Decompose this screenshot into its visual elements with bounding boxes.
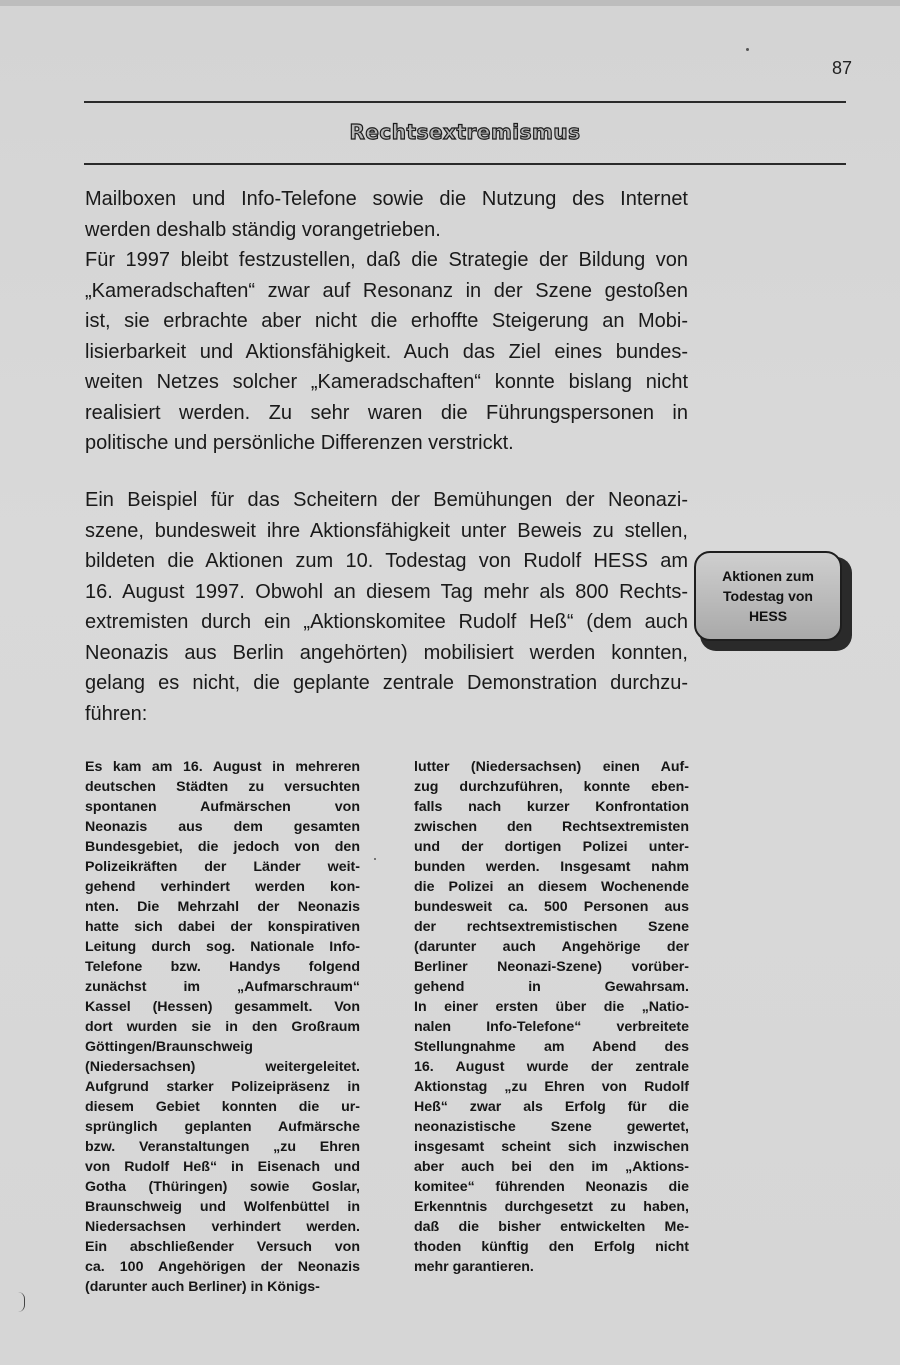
margin-note-text: Aktionen zum Todestag von HESS bbox=[722, 568, 814, 624]
quote-line: nten. Die Mehrzahl der Neonazis bbox=[85, 899, 360, 915]
text-line: realisiert werden. Zu sehr waren die Führungspersonen in bbox=[85, 401, 688, 424]
quote-line: Stellungnahme am Abend des bbox=[414, 1039, 689, 1055]
quote-line: daß die bisher entwickelten Me- bbox=[414, 1219, 689, 1235]
quote-line: bzw. Veranstaltungen „zu Ehren bbox=[85, 1139, 360, 1155]
text-line: gelang es nicht, die geplante zentrale Demonstration durchzu- bbox=[85, 672, 688, 694]
quote-line: die Polizei an diesem Wochenende bbox=[414, 879, 689, 895]
header-rule-bottom bbox=[84, 163, 846, 165]
quote-line: gehend verhindert werden kon- bbox=[85, 879, 360, 895]
quote-line: insgesamt scheint sich inzwischen bbox=[414, 1139, 689, 1155]
quote-line: neonazistische Szene gewertet, bbox=[414, 1119, 689, 1135]
quote-line: Aufgrund starker Polizeipräsenz in bbox=[85, 1079, 360, 1095]
scan-speck bbox=[374, 858, 376, 860]
page-number: 87 bbox=[831, 58, 852, 78]
quote-line: zwischen den Rechtsextremisten bbox=[414, 819, 689, 835]
text-line: Neonazis aus Berlin angehörten) mobilisiert werden konnten, bbox=[85, 641, 688, 664]
text-line: lisierbarkeit und Aktionsfähigkeit. Auch das Ziel eines bundes- bbox=[85, 340, 688, 363]
running-header-title: Rechtsextremismus bbox=[349, 120, 581, 144]
quote-line: von Rudolf Heß“ in Eisenach und bbox=[85, 1159, 360, 1175]
quote-line: spontanen Aufmärschen von bbox=[85, 799, 360, 815]
quote-line: der rechtsextremistischen Szene bbox=[414, 919, 689, 935]
quote-line: bundesweit ca. 500 Personen aus bbox=[414, 899, 689, 915]
text-line: werden deshalb ständig vorangetrieben. bbox=[85, 218, 441, 241]
text-line: „Kameradschaften“ zwar auf Resonanz in der Szene gestoßen bbox=[85, 279, 688, 302]
quote-line: zug durchzuführen, konnte eben- bbox=[414, 779, 689, 795]
quote-line: diesem Gebiet konnten die ur- bbox=[85, 1099, 360, 1115]
quote-line: Gotha (Thüringen) sowie Goslar, bbox=[85, 1179, 360, 1195]
quote-line: Aktionstag „zu Ehren von Rudolf bbox=[414, 1079, 689, 1095]
quote-line: hatte sich dabei der konspirativen bbox=[85, 919, 360, 935]
body-paragraph-2 bbox=[85, 485, 688, 729]
quote-line: Heß“ zwar als Erfolg für die bbox=[414, 1099, 689, 1115]
quote-line: Leitung durch sog. Nationale Info- bbox=[85, 939, 360, 955]
quote-line: gehend in Gewahrsam. bbox=[414, 979, 689, 995]
quote-line: In einer ersten über die „Natio- bbox=[414, 999, 689, 1015]
quote-line: Telefone bzw. Handys folgend bbox=[85, 959, 360, 975]
text-line: ist, sie erbrachte aber nicht die erhoffte Steigerung an Mobi- bbox=[85, 310, 688, 332]
quote-line: Erkenntnis durchgesetzt zu haben, bbox=[414, 1199, 689, 1215]
quote-line: Braunschweig und Wolfenbüttel in bbox=[85, 1199, 360, 1215]
quote-column-right bbox=[414, 757, 689, 1277]
quote-line: aber auch bei den im „Aktions- bbox=[414, 1159, 689, 1175]
text-line: szene, bundesweit ihre Aktionsfähigkeit unter Beweis zu stellen, bbox=[85, 519, 688, 542]
quote-line: lutter (Niedersachsen) einen Auf- bbox=[414, 759, 689, 775]
quote-line: Kassel (Hessen) gesammelt. Von bbox=[85, 999, 360, 1015]
margin-note bbox=[694, 551, 852, 651]
text-line: bildeten die Aktionen zum 10. Todestag von Rudolf HESS am bbox=[85, 550, 688, 572]
quote-line: Niedersachsen verhindert werden. bbox=[85, 1219, 360, 1235]
text-line: führen: bbox=[85, 702, 148, 725]
quote-line: Bundesgebiet, die jedoch von den bbox=[85, 839, 360, 855]
quote-line: zunächst im „Aufmarschraum“ bbox=[85, 979, 360, 995]
quote-line: thoden künftig den Erfolg nicht bbox=[414, 1239, 689, 1255]
text-line: Ein Beispiel für das Scheitern der Bemühungen der Neonazi- bbox=[85, 489, 688, 511]
text-line: extremisten durch ein „Aktionskomitee Rudolf Heß“ (dem auch bbox=[85, 611, 688, 633]
quote-line: dort wurden sie in den Großraum bbox=[85, 1019, 360, 1035]
quote-line: (Niedersachsen) weitergeleitet. bbox=[85, 1059, 360, 1075]
text-line: Für 1997 bleibt festzustellen, daß die Strategie der Bildung von bbox=[85, 249, 688, 271]
quote-line: nalen Info-Telefone“ verbreitete bbox=[414, 1019, 689, 1035]
quote-column-left bbox=[85, 757, 360, 1297]
quote-line: (darunter auch Berliner) in Königs- bbox=[85, 1279, 320, 1295]
margin-note-box bbox=[694, 551, 842, 641]
text-line: politische und persönliche Differenzen verstrickt. bbox=[85, 432, 514, 454]
text-line: Mailboxen und Info-Telefone sowie die Nutzung des Internet bbox=[85, 188, 688, 210]
quote-line: Es kam am 16. August in mehreren bbox=[85, 759, 360, 775]
quote-line: Polizeikräften der Länder weit- bbox=[85, 859, 360, 875]
scan-speck bbox=[746, 48, 749, 51]
quote-line: Ein abschließender Versuch von bbox=[85, 1239, 360, 1255]
quote-line: sprünglich geplanten Aufmärsche bbox=[85, 1119, 360, 1135]
quote-line: komitee“ führenden Neonazis die bbox=[414, 1179, 689, 1195]
quote-line: ca. 100 Angehörigen der Neonazis bbox=[85, 1259, 360, 1275]
quote-line: Berliner Neonazi-Szene) vorüber- bbox=[414, 959, 689, 975]
text-line: 16. August 1997. Obwohl an diesem Tag mehr als 800 Rechts- bbox=[85, 580, 688, 603]
scan-top-edge bbox=[0, 0, 900, 6]
body-paragraph-1 bbox=[85, 184, 688, 459]
quote-line: und der dortigen Polizei unter- bbox=[414, 839, 689, 855]
header-rule-top bbox=[84, 101, 846, 103]
quote-line: falls nach kurzer Konfrontation bbox=[414, 799, 689, 815]
quote-line: (darunter auch Angehörige der bbox=[414, 939, 689, 955]
scan-edge-mark bbox=[18, 1292, 25, 1312]
quote-line: bunden werden. Insgesamt nahm bbox=[414, 859, 689, 875]
quote-line: Neonazis aus dem gesamten bbox=[85, 819, 360, 835]
text-line: weiten Netzes solcher „Kameradschaften“ konnte bislang nicht bbox=[85, 371, 688, 393]
quote-line: deutschen Städten zu versuchten bbox=[85, 779, 360, 795]
quote-line: Göttingen/Braunschweig bbox=[85, 1039, 253, 1055]
quote-line: mehr garantieren. bbox=[414, 1259, 534, 1275]
quote-line: 16. August wurde der zentrale bbox=[414, 1059, 689, 1075]
